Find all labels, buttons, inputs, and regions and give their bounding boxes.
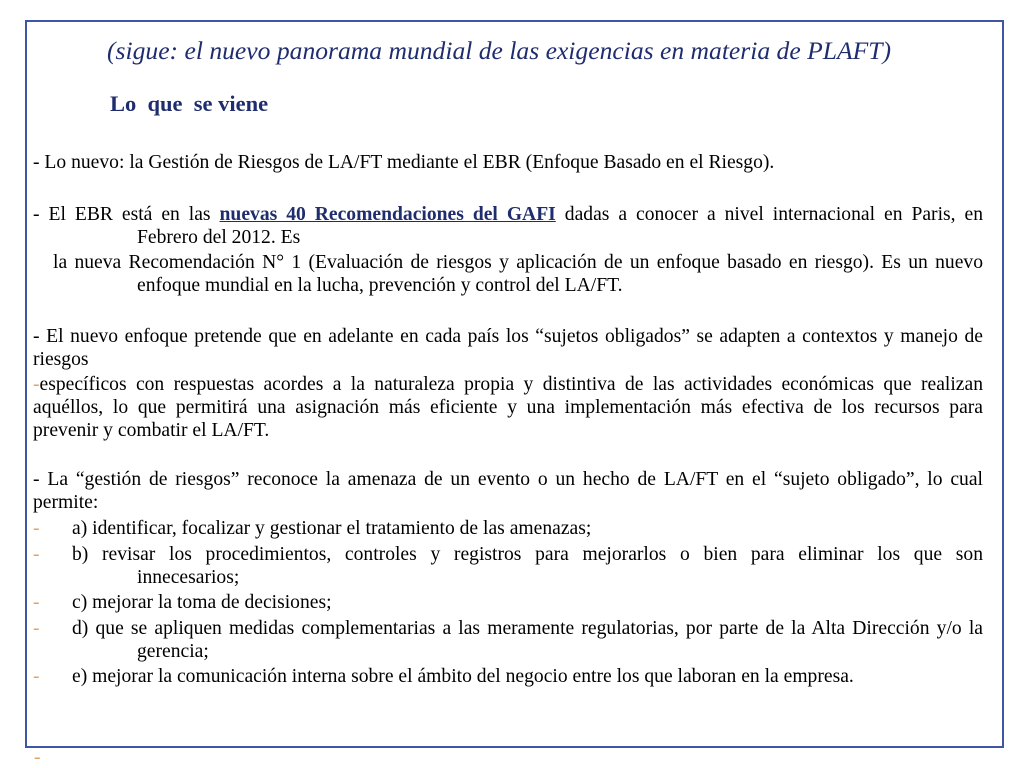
slide-title: (sigue: el nuevo panorama mundial de las exigencias en materia de PLAFT): [107, 36, 892, 65]
bullet-dash-icon: -: [33, 592, 40, 613]
paragraph-line: permite:: [33, 491, 99, 513]
list-item-line: c) mejorar la toma de decisiones;: [72, 592, 332, 613]
list-item-line: innecesarios;: [137, 566, 240, 588]
trailing-bullet-dash-icon: -: [34, 747, 41, 768]
list-item-line: e) mejorar la comunicación interna sobre el ámbito del negocio entre los que laboran en la empresa.: [72, 666, 854, 687]
paragraph-specific-responses: [33, 374, 983, 442]
list-item-line: b) revisar los procedimientos, controles y registros para mejorarlos o bien para eliminar los que son: [72, 544, 983, 565]
paragraph-line: la nueva Recomendación N° 1 (Evaluación de riesgos y aplicación de un enfoque basado en riesgo). Es un nuevo: [53, 252, 983, 273]
bullet-dash-icon: -: [33, 544, 40, 565]
list-item-text: [72, 592, 983, 615]
list-item-text: [72, 666, 983, 689]
paragraph-line: aquéllos, lo que permitirá una asignación más eficiente y una implementación más efectiva de los recursos para: [33, 396, 983, 418]
list-item: [33, 618, 983, 664]
list-item: [33, 518, 983, 541]
gafi-recommendations-emphasis: nuevas 40 Recomendaciones del GAFI: [219, 204, 556, 225]
bullet-dash-icon: -: [33, 618, 40, 639]
paragraph-recommendation-1: [33, 252, 983, 298]
paragraph-line: Febrero del 2012. Es: [137, 226, 301, 248]
list-item: [33, 544, 983, 590]
list-item-text: [72, 544, 983, 590]
paragraph-line: [33, 374, 983, 397]
list-item-text: [72, 618, 983, 664]
paragraph-line: - El nuevo enfoque pretende que en adelante en cada país los “sujetos obligados” se adapten a contextos y manejo de: [33, 326, 983, 347]
list-item-line: d) que se apliquen medidas complementarias a las meramente regulatorias, por parte de la Alta Dirección y/o la: [72, 618, 983, 639]
bullet-dash-icon: -: [33, 666, 40, 687]
paragraph-line: - Lo nuevo: la Gestión de Riesgos de LA/FT mediante el EBR (Enfoque Basado en el Riesgo).: [33, 152, 775, 173]
bullet-dash-icon: -: [33, 518, 40, 539]
paragraph-line: - La “gestión de riesgos” reconoce la amenaza de un evento o un hecho de LA/FT en el “sujeto obligado”, lo cual: [33, 469, 983, 490]
paragraph-new-approach: [33, 326, 983, 372]
paragraph-gafi-recommendations: [33, 204, 983, 250]
list-item: [33, 666, 983, 689]
line-text: - El EBR está en las: [33, 204, 211, 225]
paragraph-line: enfoque mundial en la lucha, prevención y control del LA/FT.: [137, 274, 623, 296]
line-text: específicos con respuestas acordes a la naturaleza propia y distintiva de las actividades económicas que realizan: [39, 374, 983, 395]
paragraph-risk-management: [33, 152, 983, 175]
list-item-line: gerencia;: [137, 640, 209, 662]
paragraph-line: riesgos: [33, 348, 89, 370]
slide-subtitle: Lo que se viene: [110, 91, 269, 116]
paragraph-risk-management-allows: [33, 469, 983, 515]
list-item: [33, 592, 983, 615]
list-item-text: [72, 518, 983, 541]
bullet-dash-icon: -: [33, 374, 40, 395]
paragraph-line: [33, 204, 983, 227]
line-text: dadas a conocer a nivel internacional en Paris, en: [564, 204, 983, 225]
list-item-line: a) identificar, focalizar y gestionar el tratamiento de las amenazas;: [72, 518, 592, 539]
paragraph-line: prevenir y combatir el LA/FT.: [33, 419, 270, 441]
